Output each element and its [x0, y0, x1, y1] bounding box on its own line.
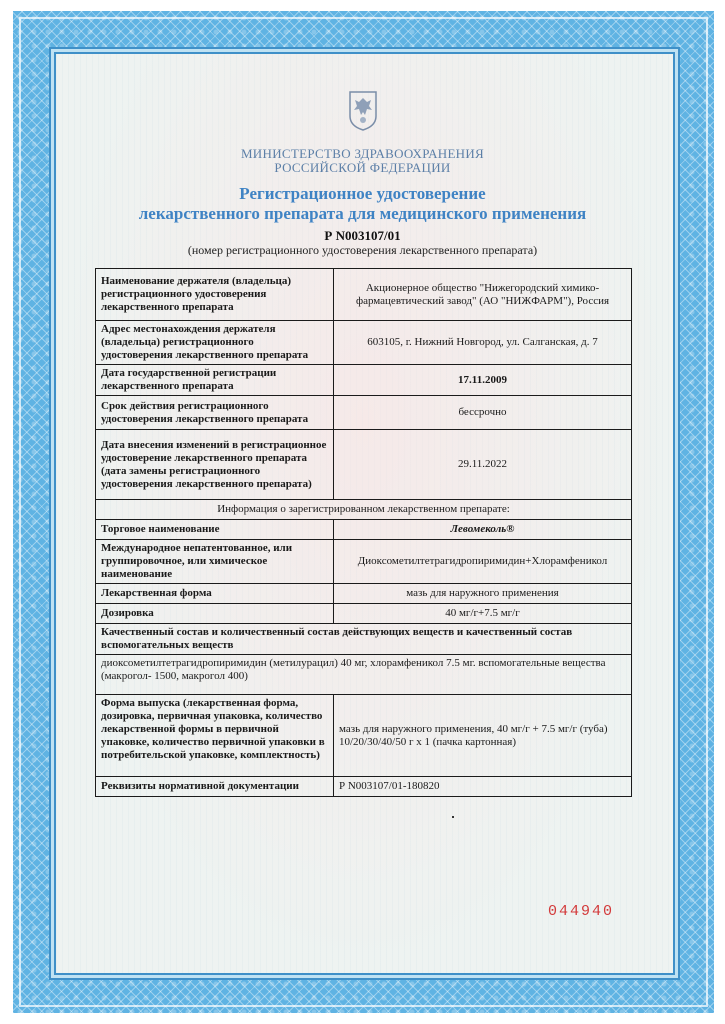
dosage-label: Дозировка	[96, 604, 334, 624]
composition-label: Качественный состав и количественный состав действующих веществ и качественный состав вспомогательных веществ	[96, 624, 632, 655]
registration-date-label: Дата государственной регистрации лекарственного препарата	[96, 365, 334, 396]
ministry-name-line1: МИНИСТЕРСТВО ЗДРАВООХРАНЕНИЯ	[240, 146, 485, 161]
table-row	[96, 321, 632, 365]
dosage-value: 40 мг/г+7.5 мг/г	[334, 604, 632, 624]
inn-label: Международное непатентованное, или группировочное, или химическое наименование	[96, 540, 334, 584]
validity-label: Срок действия регистрационного удостоверения лекарственного препарата	[96, 396, 334, 430]
composition-value: диоксометилтетрагидропиримидин (метилурацил) 40 мг, хлорамфеникол 7.5 мг. вспомогательные вещества (макрогол- 1500, макрогол 400)	[96, 655, 632, 695]
ministry-name-line2: РОССИЙСКОЙ ФЕДЕРАЦИИ	[274, 160, 451, 175]
normative-doc-label: Реквизиты нормативной документации	[96, 777, 334, 797]
validity-value: бессрочно	[334, 396, 632, 430]
inn-value: Диоксометилтетрагидропиримидин+Хлорамфеникол	[334, 540, 632, 584]
table-row	[96, 584, 632, 604]
registration-number: Р N003107/01	[324, 228, 401, 243]
table-row	[96, 520, 632, 540]
release-form-value: мазь для наружного применения, 40 мг/г + 7.5 мг/г (туба) 10/20/30/40/50 г х 1 (пачка картонная)	[334, 695, 632, 777]
table-row	[96, 540, 632, 584]
registration-number-caption: (номер регистрационного удостоверения лекарственного препарата)	[187, 243, 538, 257]
change-date-label: Дата внесения изменений в регистрационное удостоверение лекарственного препарата (дата замены регистрационного удостоверения лекарственного препарата)	[96, 430, 334, 500]
table-row	[96, 365, 632, 396]
release-form-label: Форма выпуска (лекарственная форма, дозировка, первичная упаковка, количество лекарственной формы в первичной упаковке, количество первичной упаковки в потребительской упаковке, комплектность)	[96, 695, 334, 777]
table-row	[96, 269, 632, 321]
table-row	[96, 604, 632, 624]
table-row	[96, 695, 632, 777]
holder-name-label: Наименование держателя (владельца) регистрационного удостоверения лекарственного препарата	[96, 269, 334, 321]
serial-number: 044940	[548, 903, 615, 920]
table-row	[96, 624, 632, 655]
holder-address-label: Адрес местонахождения держателя (владельца) регистрационного удостоверения лекарственного препарата	[96, 321, 334, 365]
certificate-title-line1: Регистрационное удостоверение	[239, 184, 486, 203]
coat-of-arms-icon	[346, 90, 380, 132]
table-row	[96, 396, 632, 430]
registration-date-value: 17.11.2009	[334, 365, 632, 396]
table-row	[96, 500, 632, 520]
holder-address-value: 603105, г. Нижний Новгород, ул. Салганская, д. 7	[334, 321, 632, 365]
table-row	[96, 655, 632, 695]
drug-info-heading: Информация о зарегистрированном лекарственном препарате:	[96, 500, 632, 520]
normative-doc-value: Р N003107/01-180820	[334, 777, 632, 797]
table-row	[96, 777, 632, 797]
holder-name-value: Акционерное общество "Нижегородский химико-фармацевтический завод" (АО "НИЖФАРМ"), Россия	[334, 269, 632, 321]
certificate-title-line2: лекарственного препарата для медицинского применения	[138, 204, 587, 223]
dosage-form-label: Лекарственная форма	[96, 584, 334, 604]
certificate-table	[95, 268, 632, 797]
table-row	[96, 430, 632, 500]
speck	[452, 816, 454, 818]
dosage-form-value: мазь для наружного применения	[334, 584, 632, 604]
trade-name-label: Торговое наименование	[96, 520, 334, 540]
trade-name-value: Левомеколь®	[334, 520, 632, 540]
change-date-value: 29.11.2022	[334, 430, 632, 500]
